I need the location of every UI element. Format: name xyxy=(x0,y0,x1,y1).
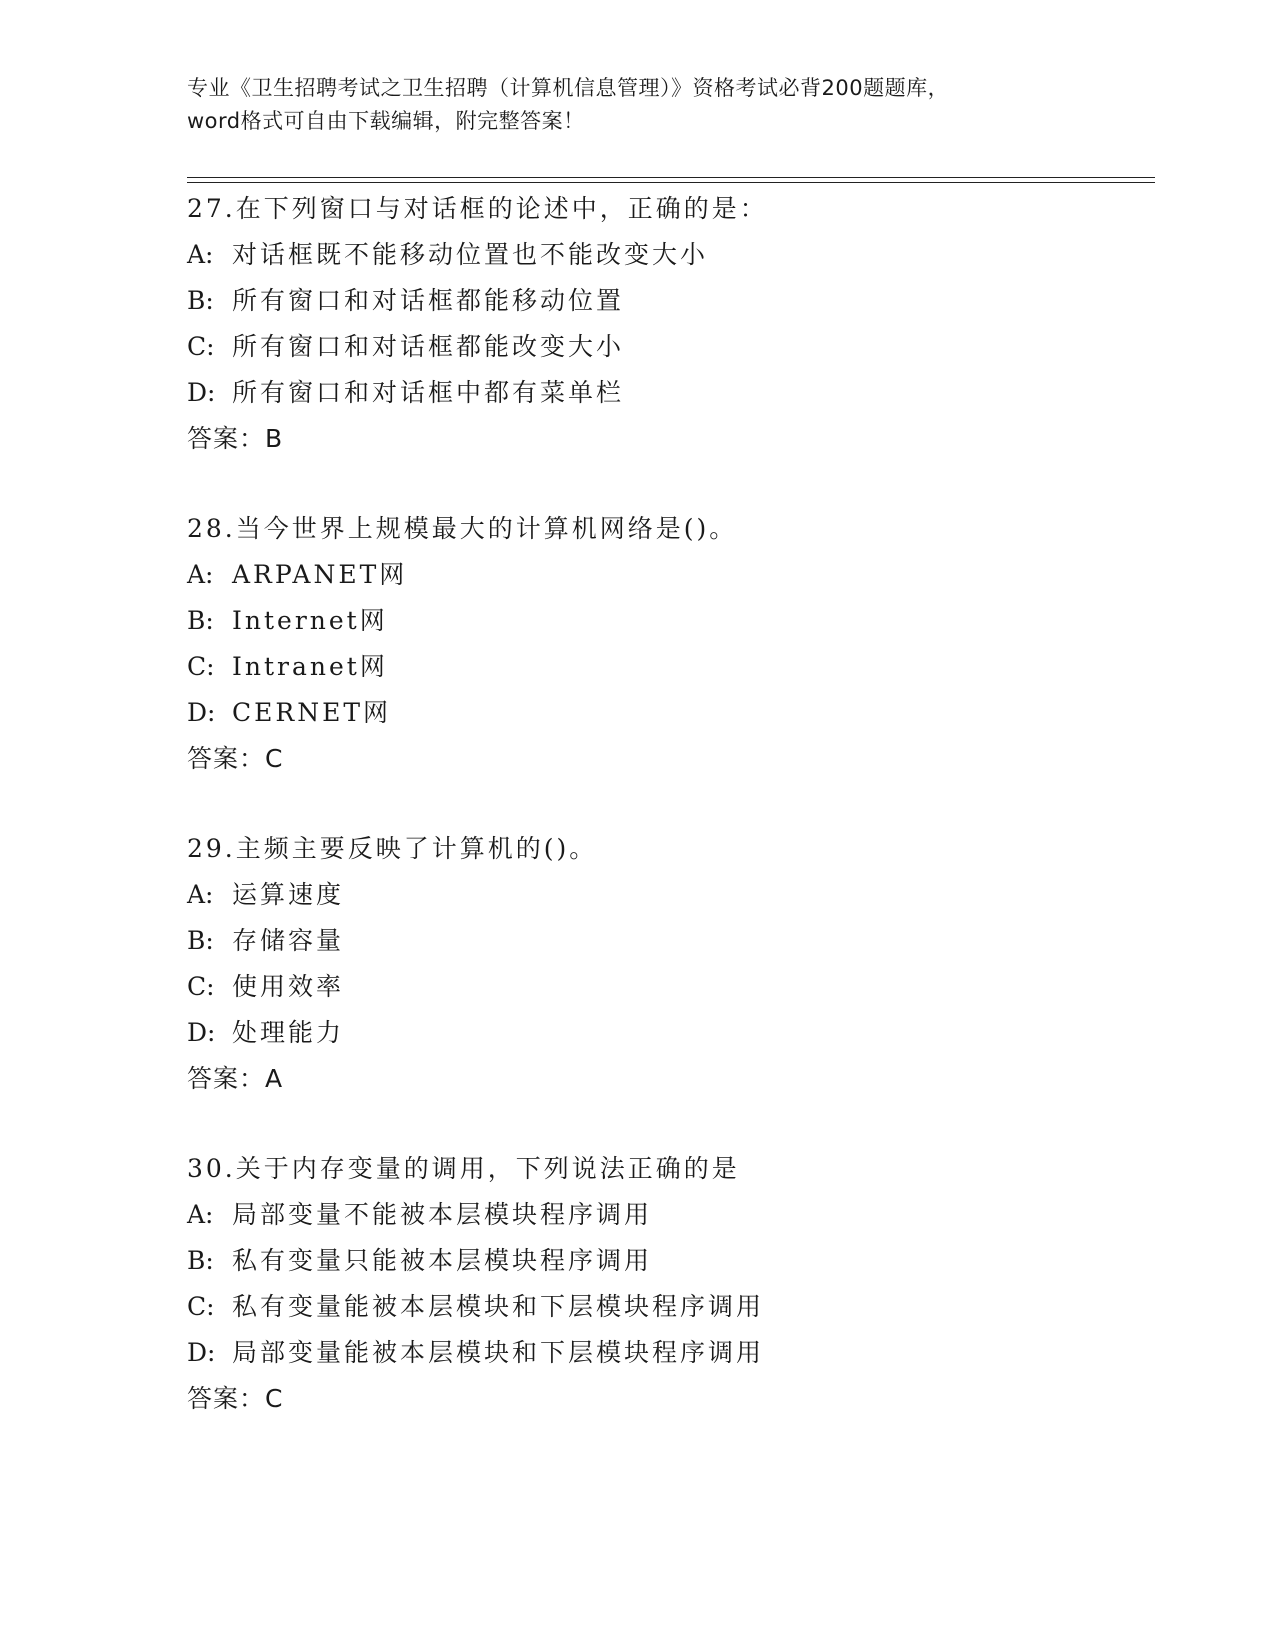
option-text: CERNET网 xyxy=(232,698,392,727)
option-letter: B: xyxy=(187,1246,214,1275)
option-text: Internet网 xyxy=(232,606,388,635)
answer-line: 答案：B xyxy=(187,424,284,453)
header-line-1: 专业《卫生招聘考试之卫生招聘（计算机信息管理）》资格考试必背200题题库， xyxy=(187,76,950,100)
option-letter: D: xyxy=(187,378,216,407)
question-stem: 30.关于内存变量的调用，下列说法正确的是 xyxy=(187,1154,740,1183)
option-letter: D: xyxy=(187,1338,216,1367)
option-b xyxy=(187,918,1155,964)
option-c xyxy=(187,324,1155,370)
header-divider-top xyxy=(187,177,1155,178)
option-text: Intranet网 xyxy=(232,652,388,681)
option-a xyxy=(187,872,1155,918)
document-header xyxy=(187,72,1087,138)
question-stem: 28.当今世界上规模最大的计算机网络是()。 xyxy=(187,514,738,543)
answer-line: 答案：A xyxy=(187,1064,284,1093)
option-letter: C: xyxy=(187,332,215,361)
option-text: 所有窗口和对话框都能移动位置 xyxy=(232,286,625,315)
option-b xyxy=(187,598,1155,644)
question-block xyxy=(187,186,1155,462)
option-text: 对话框既不能移动位置也不能改变大小 xyxy=(232,240,709,269)
option-letter: C: xyxy=(187,1292,215,1321)
option-letter: A: xyxy=(187,240,214,269)
option-d xyxy=(187,370,1155,416)
option-text: 私有变量只能被本层模块程序调用 xyxy=(232,1246,653,1275)
option-c xyxy=(187,644,1155,690)
question-block xyxy=(187,506,1155,782)
option-letter: B: xyxy=(187,606,214,635)
option-b xyxy=(187,278,1155,324)
option-letter: D: xyxy=(187,698,216,727)
option-letter: C: xyxy=(187,652,215,681)
option-text: 局部变量不能被本层模块程序调用 xyxy=(232,1200,653,1229)
option-text: 所有窗口和对话框中都有菜单栏 xyxy=(232,378,625,407)
option-c xyxy=(187,1284,1155,1330)
option-text: 局部变量能被本层模块和下层模块程序调用 xyxy=(232,1338,765,1367)
option-b xyxy=(187,1238,1155,1284)
question-block xyxy=(187,826,1155,1102)
option-a xyxy=(187,1192,1155,1238)
option-a xyxy=(187,552,1155,598)
option-d xyxy=(187,1010,1155,1056)
question-stem: 29.主频主要反映了计算机的()。 xyxy=(187,834,598,863)
option-text: 存储容量 xyxy=(232,926,345,955)
option-text: 所有窗口和对话框都能改变大小 xyxy=(232,332,625,361)
option-text: 私有变量能被本层模块和下层模块程序调用 xyxy=(232,1292,765,1321)
option-c xyxy=(187,964,1155,1010)
option-letter: B: xyxy=(187,926,214,955)
question-stem: 27.在下列窗口与对话框的论述中，正确的是： xyxy=(187,194,768,223)
option-letter: D: xyxy=(187,1018,216,1047)
header-line-2: word格式可自由下载编辑，附完整答案！ xyxy=(187,109,585,133)
option-letter: A: xyxy=(187,1200,214,1229)
question-block xyxy=(187,1146,1155,1422)
option-text: 使用效率 xyxy=(232,972,345,1001)
option-letter: A: xyxy=(187,880,214,909)
option-letter: C: xyxy=(187,972,215,1001)
option-a xyxy=(187,232,1155,278)
option-letter: A: xyxy=(187,560,214,589)
option-text: 运算速度 xyxy=(232,880,345,909)
answer-line: 答案：C xyxy=(187,744,284,773)
answer-line: 答案：C xyxy=(187,1384,284,1413)
option-text: ARPANET网 xyxy=(232,560,408,589)
option-letter: B: xyxy=(187,286,214,315)
header-divider-bottom xyxy=(187,182,1155,183)
option-d xyxy=(187,1330,1155,1376)
option-text: 处理能力 xyxy=(232,1018,345,1047)
option-d xyxy=(187,690,1155,736)
